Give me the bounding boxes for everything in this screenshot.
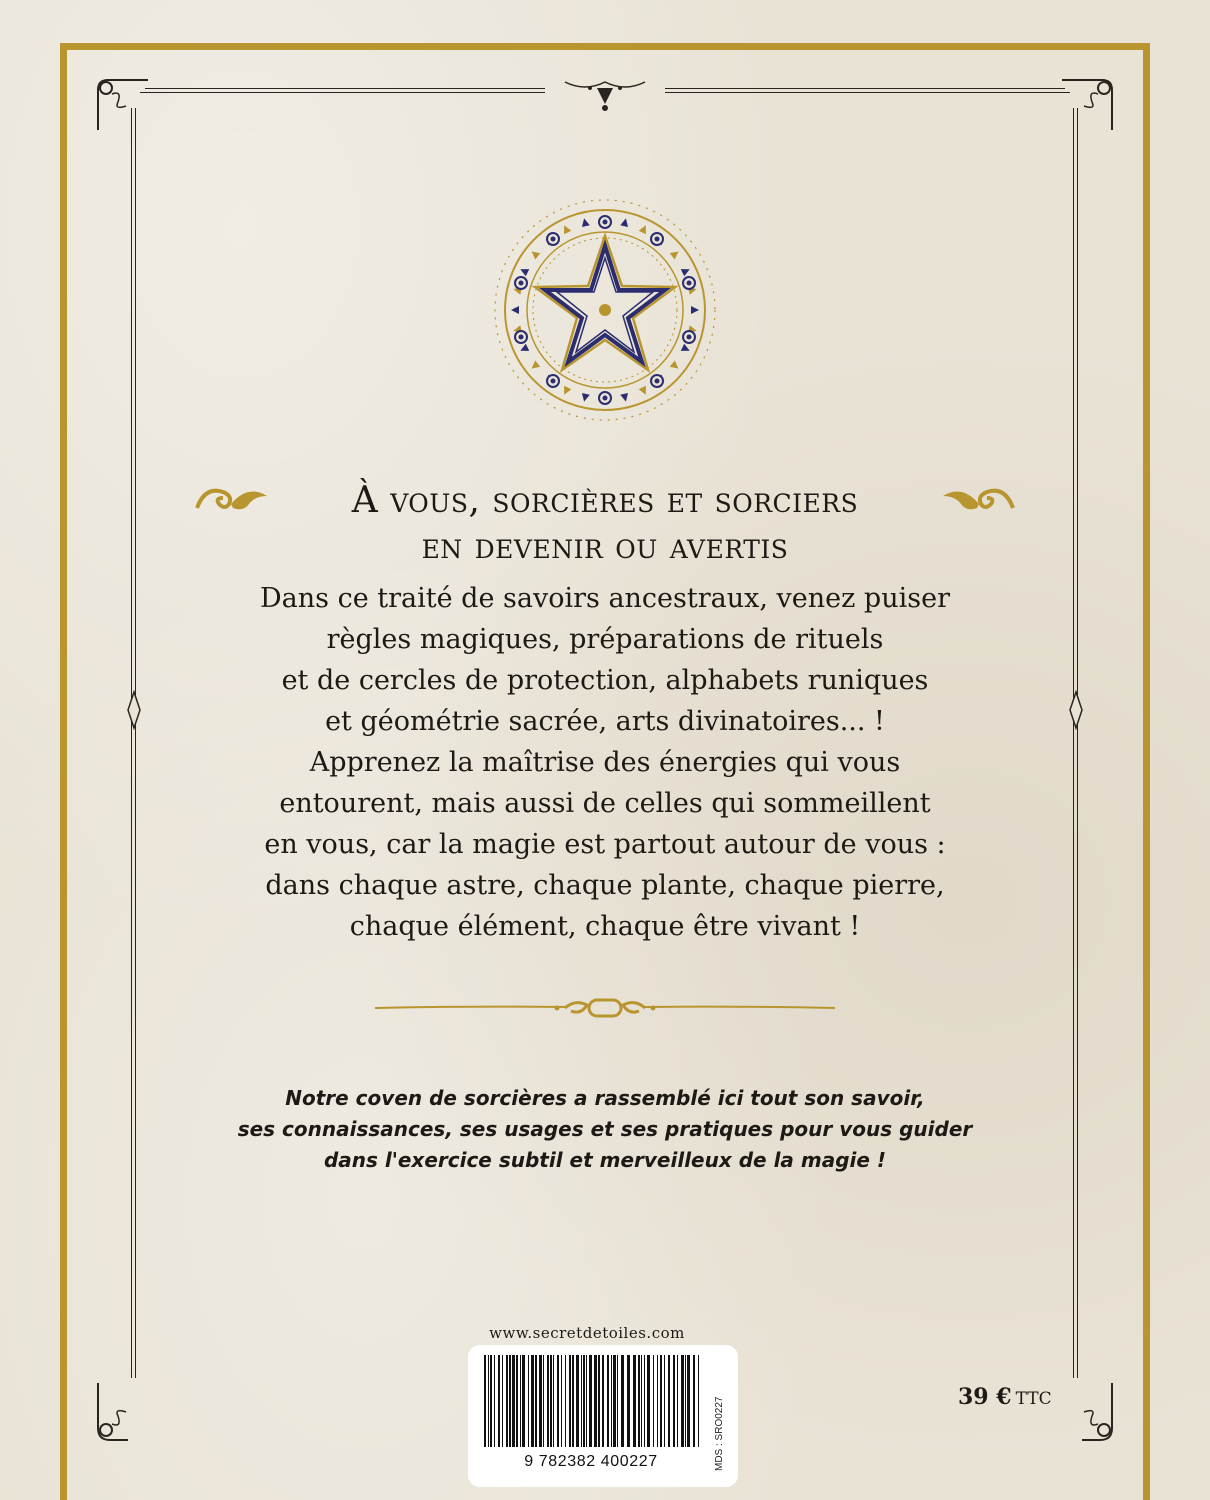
corner-ornament-bottom-left-icon <box>88 1378 158 1458</box>
side-ornament-left-icon <box>124 690 144 730</box>
heading-line-2: en devenir ou avertis <box>421 526 789 567</box>
description-line: règles magiques, préparations de rituels <box>326 624 884 655</box>
corner-ornament-top-left-icon <box>88 70 158 140</box>
side-ornament-right-icon <box>1066 690 1086 730</box>
isbn-number: 9 782382 400227 <box>524 1453 658 1470</box>
main-heading <box>190 478 1020 570</box>
pentagram-seal-icon <box>488 193 722 427</box>
price-value: 39 € <box>958 1384 1012 1410</box>
price-suffix: TTC <box>1015 1389 1052 1409</box>
publisher-url: www.secretdetoiles.com <box>489 1324 685 1342</box>
description-line: Apprenez la maîtrise des énergies qui vous <box>309 747 901 778</box>
heading-line-1: À vous, sorcières et sorciers <box>351 480 859 521</box>
description-line: Dans ce traité de savoirs ancestraux, venez puiser <box>260 583 950 614</box>
corner-ornament-top-right-icon <box>1052 70 1122 140</box>
description-line: entourent, mais aussi de celles qui sommeillent <box>279 788 931 819</box>
description-line: en vous, car la magie est partout autour de vous : <box>264 829 946 860</box>
tagline-line: ses connaissances, ses usages et ses pratiques pour vous guider <box>237 1117 973 1141</box>
tagline-line: Notre coven de sorcières a rassemblé ici tout son savoir, <box>285 1086 925 1110</box>
price <box>958 1384 1088 1410</box>
barcode <box>468 1345 738 1487</box>
divider-ornament-icon <box>375 995 835 1021</box>
product-ref: MDS : SRO0227 <box>714 1396 725 1471</box>
description-text <box>185 578 1025 947</box>
description-line: chaque élément, chaque être vivant ! <box>349 911 861 942</box>
tagline-line: dans l'exercice subtil et merveilleux de la magie ! <box>323 1148 887 1172</box>
description-line: et de cercles de protection, alphabets runiques <box>281 665 929 696</box>
description-line: dans chaque astre, chaque plante, chaque pierre, <box>265 870 945 901</box>
description-line: et géométrie sacrée, arts divinatoires... ! <box>325 706 885 737</box>
tagline-text <box>215 1083 995 1176</box>
barcode-icon <box>480 1355 706 1451</box>
top-ornament-icon <box>555 74 655 114</box>
